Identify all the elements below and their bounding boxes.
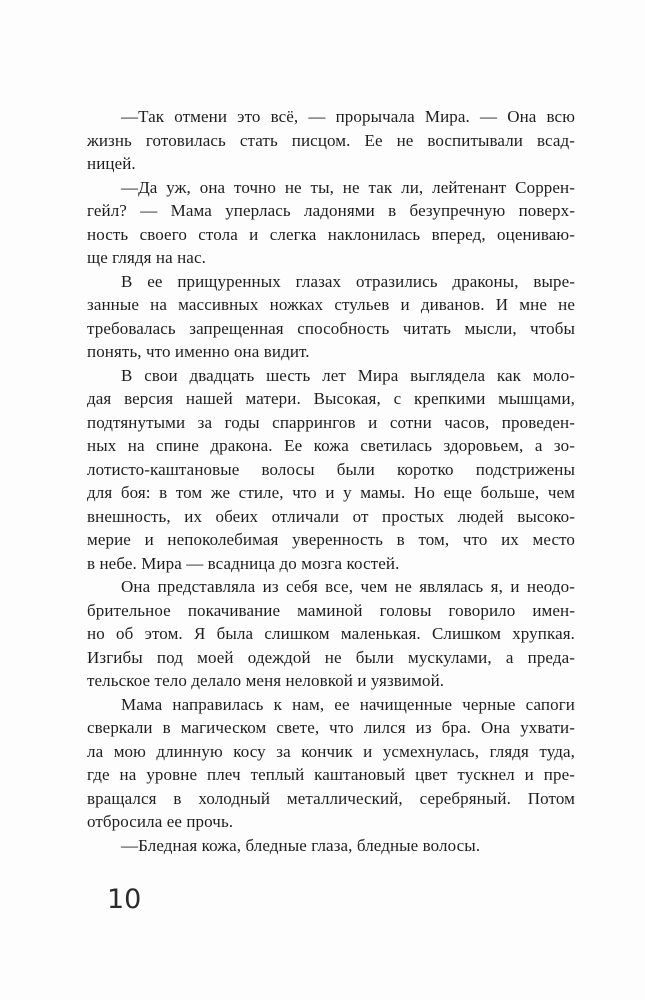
text-line: ла мою длинную косу за кончик и усмехнулась, глядя туда, <box>87 741 575 761</box>
text-line: жизнь готовилась стать писцом. Ее не воспитывали всад- <box>87 130 575 150</box>
text-line: отбросила ее прочь. <box>87 812 234 831</box>
text-line: занные на массивных ножках стульев и диванов. И мне не <box>87 295 575 314</box>
text-line: брительное покачивание маминой головы говорило имен- <box>87 600 575 620</box>
text-line: в небе. Мира — всадница до мозга костей. <box>87 553 400 573</box>
text-line: мерие и непоколебимая уверенность в том, что их место <box>87 530 575 549</box>
text-line: дая версия нашей матери. Высокая, с крепкими мышцами, <box>87 389 575 408</box>
text-block <box>87 105 575 857</box>
text-line: Она представляла из себя все, чем не являлась я, и неодо- <box>121 577 575 596</box>
text-line: требовалась запрещенная способность читать мысли, чтобы <box>87 318 575 338</box>
text-line: где на уровне плеч теплый каштановый цвет тускнел и пре- <box>87 765 575 784</box>
paragraph <box>87 575 575 693</box>
paragraph <box>87 364 575 576</box>
text-line: ных на спине дракона. Ее кожа светилась здоровьем, а зо- <box>87 436 575 455</box>
paragraph <box>87 834 575 858</box>
text-line: сверкали в магическом свете, что лился из бра. Она ухвати- <box>87 718 575 737</box>
paragraph <box>87 270 575 364</box>
text-line: ще глядя на нас. <box>87 248 206 267</box>
text-line: лотисто-каштановые волосы были коротко подстрижены <box>87 459 575 479</box>
text-line: но об этом. Я была слишком маленькая. Слишком хрупкая. <box>87 624 575 643</box>
text-line: ность своего стола и слегка наклонилась вперед, оцениваю- <box>87 224 575 244</box>
text-line: подтянутыми за годы спаррингов и сотни часов, проведен- <box>87 412 575 432</box>
text-line: для боя: в том же стиле, что и у мамы. Но еще больше, чем <box>87 483 575 502</box>
text-line: гейл? — Мама уперлась ладонями в безупречную поверх- <box>87 201 575 220</box>
paragraph <box>87 105 575 176</box>
text-line: В ее прищуренных глазах отразились драконы, выре- <box>121 271 575 291</box>
text-line: вращался в холодный металлический, серебряный. Потом <box>87 788 575 808</box>
text-line: В свои двадцать шесть лет Мира выглядела как моло- <box>121 365 575 385</box>
text-line: ницей. <box>87 154 136 173</box>
text-line: тельское тело делало меня неловкой и уязвимой. <box>87 671 445 690</box>
text-line: внешность, их обеих отличали от простых людей высоко- <box>87 506 575 526</box>
text-line: Мама направилась к нам, ее начищенные черные сапоги <box>121 694 575 714</box>
paragraph <box>87 176 575 270</box>
text-line: понять, что именно она видит. <box>87 342 310 361</box>
text-line: Изгибы под моей одеждой не были мускулами, а преда- <box>87 647 575 667</box>
text-line: —Так отмени это всё, — прорычала Мира. — Она всю <box>121 107 575 126</box>
paragraph <box>87 693 575 834</box>
text-line: —Бледная кожа, бледные глаза, бледные волосы. <box>121 835 481 855</box>
page-number: 10 <box>107 884 142 915</box>
text-line: —Да уж, она точно не ты, не так ли, лейтенант Соррен- <box>121 177 575 197</box>
